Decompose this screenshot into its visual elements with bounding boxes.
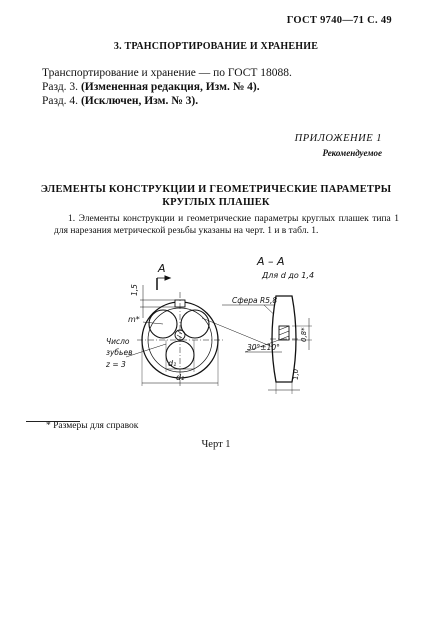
section-view-label: А – А — [257, 255, 285, 268]
teeth-label-2: зубьев — [106, 348, 133, 357]
section4-prefix: Разд. 4. — [42, 95, 81, 107]
section3-amendment: (Измененная редакция, Изм. № 4). — [80, 81, 260, 93]
figure-caption: Черт 1 — [201, 439, 231, 450]
appendix-label: ПРИЛОЖЕНИЕ 1 — [294, 133, 382, 144]
sphere-label: Сфера R5,8 — [232, 296, 278, 305]
footnote: * Размеры для справок — [46, 421, 139, 431]
thread-hatch — [177, 331, 182, 338]
dim-width-text: 1,0 — [292, 368, 300, 380]
m-label: m* — [128, 315, 140, 324]
section4-amendment: (Исключен, Изм. № 3). — [80, 95, 199, 107]
angle-label: 30°±10° — [247, 343, 280, 352]
appendix-paragraph-text: 1. Элементы конструкции и геометрические параметры круглых плашек типа 1 для нарезания метрической резьбы указаны на черт. 1 и в табл. 1. — [54, 214, 399, 236]
transport-line: Транспортирование и хранение — по ГОСТ 18088. — [42, 67, 292, 79]
section-arrowhead — [165, 276, 170, 280]
teeth-label-3: z = 3 — [106, 360, 126, 369]
section3-prefix: Разд. 3. — [42, 81, 81, 93]
d1-label: d₁ — [168, 359, 177, 368]
section-mark-text: А — [158, 262, 166, 275]
page-header: ГОСТ 9740—71 С. 49 — [286, 15, 392, 26]
section-title: 3. ТРАНСПОРТИРОВАНИЕ И ХРАНЕНИЕ — [113, 41, 319, 52]
dim-right-text: 0,8* — [300, 327, 308, 342]
appendix-title-line2: КРУГЛЫХ ПЛАШЕК — [162, 197, 270, 208]
appendix-title-line1: ЭЛЕМЕНТЫ КОНСТРУКЦИИ И ГЕОМЕТРИЧЕСКИЕ ПАРАМЕТРЫ — [40, 184, 392, 195]
dim-top-text: 1,5 — [130, 284, 139, 296]
teeth-label-1: Число — [106, 337, 130, 346]
d2-label: d₂ — [176, 373, 185, 382]
range-note: Для d до 1,4 — [262, 271, 315, 280]
appendix-status: Рекомендуемое — [322, 148, 382, 158]
